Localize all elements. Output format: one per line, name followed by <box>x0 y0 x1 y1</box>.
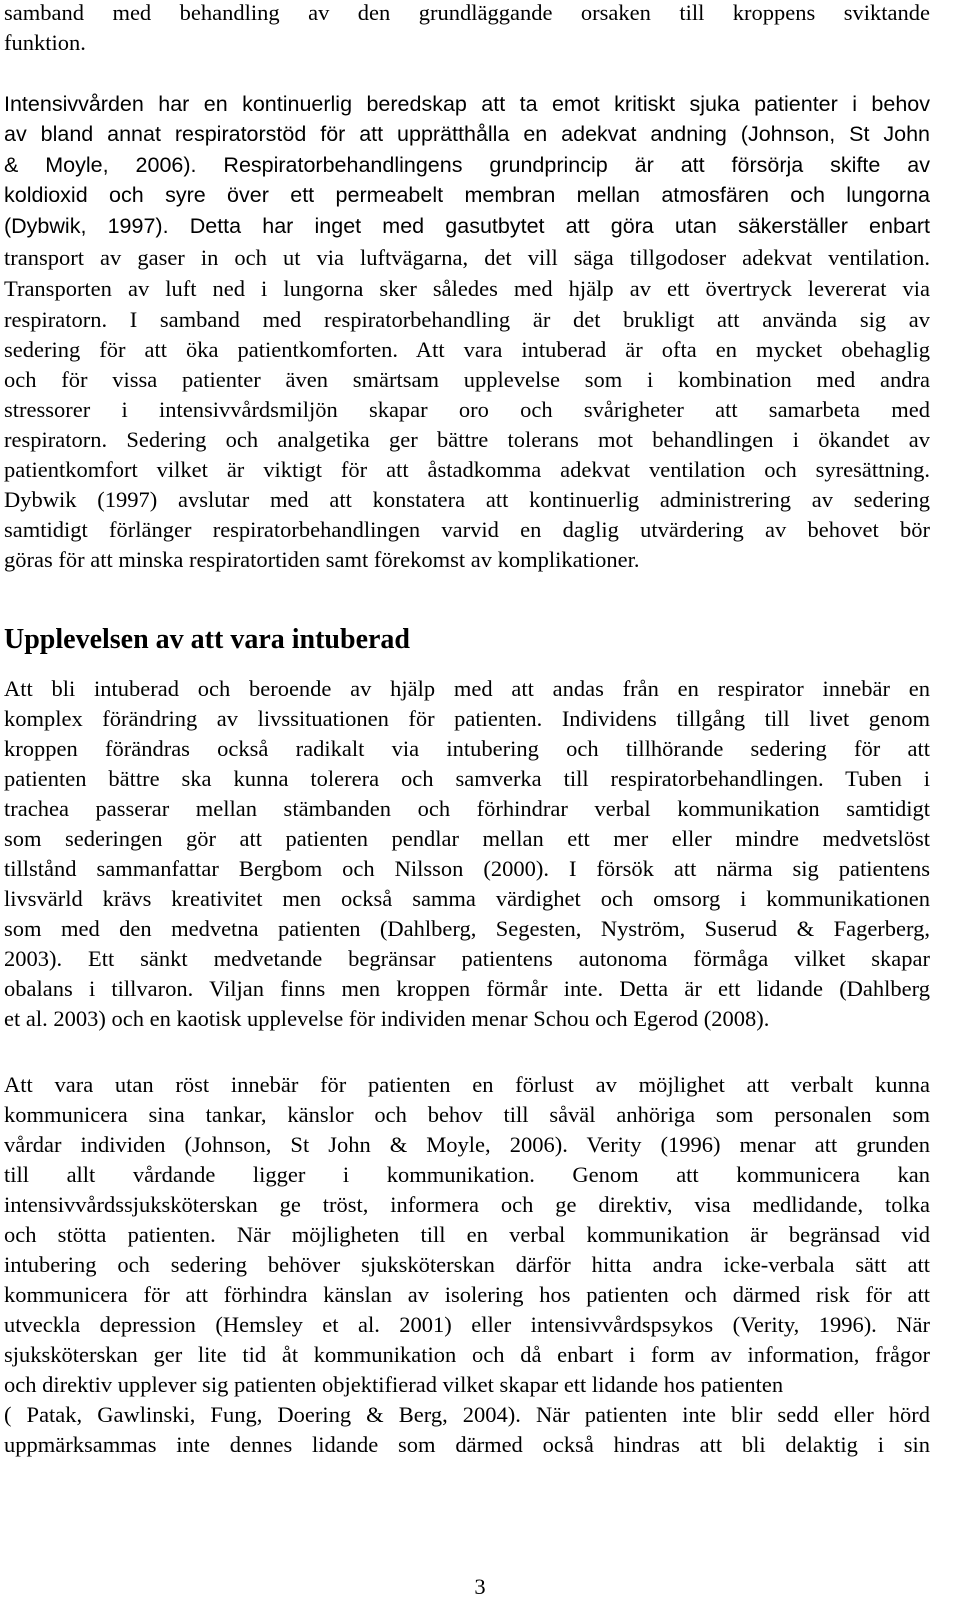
body-text-line: samband med behandling av den grundläggande orsaken till kroppens sviktande <box>4 0 930 25</box>
body-text-line: komplex förändring av livssituationen för patienten. Individens tillgång till livet genom <box>4 706 930 731</box>
body-text-line: respiratorn. I samband med respiratorbehandling är det brukligt att använda sig av <box>4 307 930 332</box>
body-text-line: sjuksköterskan ger lite tid åt kommunikation och då enbart i form av information, frågor <box>4 1342 930 1367</box>
section-heading: Upplevelsen av att vara intuberad <box>4 624 410 655</box>
body-text-line: patienten bättre ska kunna tolerera och samverka till respiratorbehandlingen. Tuben i <box>4 766 930 791</box>
body-text-line: Transporten av luft ned i lungorna sker således med hjälp av ett övertryck levererat via <box>4 276 930 301</box>
body-text-segment: & Moyle, 2006). Respiratorbehandlingens grundprincip är att försörja skifte av <box>4 153 930 177</box>
body-text-line: Intensivvården har en kontinuerlig beredskap att ta emot kritiskt sjuka patienter i behov <box>4 92 930 116</box>
body-text-line: och direktiv upplever sig patienten objektifierad vilket skapar ett lidande hos patienten <box>4 1372 784 1397</box>
body-text-line: patientkomfort vilket är viktigt för att åstadkomma adekvat ventilation och syresättning. <box>4 457 930 482</box>
body-text-line: koldioxid och syre över ett permeabelt membran mellan atmosfären och lungorna <box>4 183 930 207</box>
body-text-line: kommunicera för att förhindra känslan av isolering hos patienten och därmed risk för att <box>4 1282 930 1307</box>
body-text-line: uppmärksammas inte dennes lidande som därmed också hindras att bli delaktig i sin <box>4 1432 930 1457</box>
body-text-line: till allt vårdande ligger i kommunikation. Genom att kommunicera kan <box>4 1162 930 1187</box>
body-text-line: funktion. <box>4 30 86 55</box>
body-text-line: tillstånd sammanfattar Bergbom och Nilsson (2000). I försök att närma sig patientens <box>4 856 930 881</box>
body-text-line: vårdar individen (Johnson, St John & Moyle, 2006). Verity (1996) menar att grunden <box>4 1132 930 1157</box>
body-text-line: Dybwik (1997) avslutar med att konstatera att kontinuerlig administrering av sedering <box>4 487 930 512</box>
body-text-line: intensivvårdssjuksköterskan ge tröst, informera och ge direktiv, visa medlidande, tolka <box>4 1192 930 1217</box>
body-text-line: obalans i tillvaron. Viljan finns men kroppen förmår inte. Detta är ett lidande (Dahlberg <box>4 976 930 1001</box>
body-text-line: ( Patak, Gawlinski, Fung, Doering & Berg, 2004). När patienten inte blir sedd eller hörd <box>4 1402 930 1427</box>
page-number: 3 <box>474 1574 486 1599</box>
body-text-line: Att bli intuberad och beroende av hjälp med att andas från en respirator innebär en <box>4 676 930 701</box>
body-text-line <box>4 150 930 180</box>
body-text-line: 2003). Ett sänkt medvetande begränsar patientens autonoma förmåga vilket skapar <box>4 946 930 971</box>
body-text-line: et al. 2003) och en kaotisk upplevelse för individen menar Schou och Egerod (2008). <box>4 1006 770 1031</box>
body-text-line: utveckla depression (Hemsley et al. 2001) eller intensivvårdspsykos (Verity, 1996). När <box>4 1312 930 1337</box>
body-text-line: trachea passerar mellan stämbanden och förhindrar verbal kommunikation samtidigt <box>4 796 930 821</box>
body-text-line: intubering och sedering behöver sjuksköterskan därför hitta andra icke-verbala sätt att <box>4 1252 930 1277</box>
body-text-line: kroppen förändras också radikalt via intubering och tillhörande sedering för att <box>4 736 930 761</box>
body-text-line: som med den medvetna patienten (Dahlberg, Segesten, Nyström, Suserud & Fagerberg, <box>4 916 930 941</box>
body-text-line: av bland annat respiratorstöd för att upprätthålla en adekvat andning (Johnson, St John <box>4 122 930 146</box>
body-text-line: Att vara utan röst innebär för patienten en förlust av möjlighet att verbalt kunna <box>4 1072 930 1097</box>
body-text-line: respiratorn. Sedering och analgetika ger bättre tolerans mot behandlingen i ökandet av <box>4 427 930 452</box>
body-text-line: som sederingen gör att patienten pendlar mellan ett mer eller mindre medvetslöst <box>4 826 930 851</box>
body-text-line: livsvärld krävs kreativitet men också samma värdighet och omsorg i kommunikationen <box>4 886 930 911</box>
body-text-line: göras för att minska respiratortiden samt förekomst av komplikationer. <box>4 547 640 572</box>
body-text-line: samtidigt förlänger respiratorbehandlingen varvid en daglig utvärdering av behovet bör <box>4 517 930 542</box>
body-text-line: sedering för att öka patientkomforten. Att vara intuberad är ofta en mycket obehaglig <box>4 337 930 362</box>
body-text-line: kommunicera sina tankar, känslor och behov till såväl anhöriga som personalen som <box>4 1102 930 1127</box>
body-text-line: transport av gaser in och ut via luftvägarna, det vill säga tillgodoser adekvat ventilation. <box>4 245 930 270</box>
body-text-line: och för vissa patienter även smärtsam upplevelse som i kombination med andra <box>4 367 930 392</box>
body-text-line: stressorer i intensivvårdsmiljön skapar oro och svårigheter att samarbeta med <box>4 397 930 422</box>
body-text-line: och stötta patienten. När möjligheten till en verbal kommunikation är begränsad vid <box>4 1222 930 1247</box>
body-text-line: (Dybwik, 1997). Detta har inget med gasutbytet att göra utan säkerställer enbart <box>4 214 930 238</box>
